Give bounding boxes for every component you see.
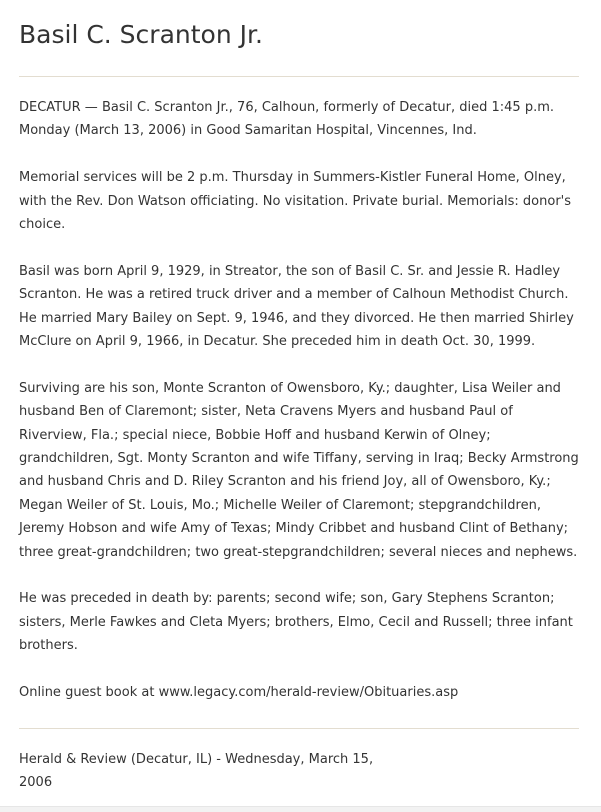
obituary-body [19,96,581,704]
page-title: Basil C. Scranton Jr. [19,20,263,49]
paragraph-services: Memorial services will be 2 p.m. Thursday in Summers-Kistler Funeral Home, Olney, with the Rev. Don Watson officiating. No visitation. Private burial. Memorials: donor's choice. [19,170,572,233]
paragraph-guest-book: Online guest book at www.legacy.com/herald-review/Obituaries.asp [19,685,459,701]
source-citation: Herald & Review (Decatur, IL) - Wednesday, March 15, 2006 [19,752,374,791]
bottom-divider [19,728,579,729]
page-bottom-edge [0,806,601,812]
top-divider [19,76,579,77]
paragraph-preceded: He was preceded in death by: parents; second wife; son, Gary Stephens Scranton; sisters, Merle Fawkes and Cleta Myers; brothers, Elmo, Cecil and Russell; three infant brothers. [19,591,573,654]
paragraph-death-notice: DECATUR — Basil C. Scranton Jr., 76, Calhoun, formerly of Decatur, died 1:45 p.m. Monday (March 13, 2006) in Good Samaritan Hospital, Vincennes, Ind. [19,100,555,139]
paragraph-survivors: Surviving are his son, Monte Scranton of Owensboro, Ky.; daughter, Lisa Weiler and husband Ben of Claremont; sister, Neta Cravens Myers and husband Paul of Riverview, Fla.; special niece, Bobbie Hoff and husband Kerwin of Olney; grandchildren, Sgt. Monty Scranton and wife Tiffany, serving in Iraq; Becky Armstrong and husband Chris and D. Riley Scranton and his friend Joy, all of Owensboro, Ky.; Megan Weiler of St. Louis, Mo.; Michelle Weiler of Claremont; stepgrandchildren, Jeremy Hobson and wife Amy of Texas; Mindy Cribbet and husband Clint of Bethany; three great-grandchildren; two great-stepgrandchildren; several nieces and nephews. [19,380,579,560]
paragraph-biography: Basil was born April 9, 1929, in Streator, the son of Basil C. Sr. and Jessie R. Hadley Scranton. He was a retired truck driver and a member of Calhoun Methodist Church. He married Mary Bailey on Sept. 9, 1946, and they divorced. He then married Shirley McClure on April 9, 1966, in Decatur. She preceded him in death Oct. 30, 1999. [19,263,574,350]
